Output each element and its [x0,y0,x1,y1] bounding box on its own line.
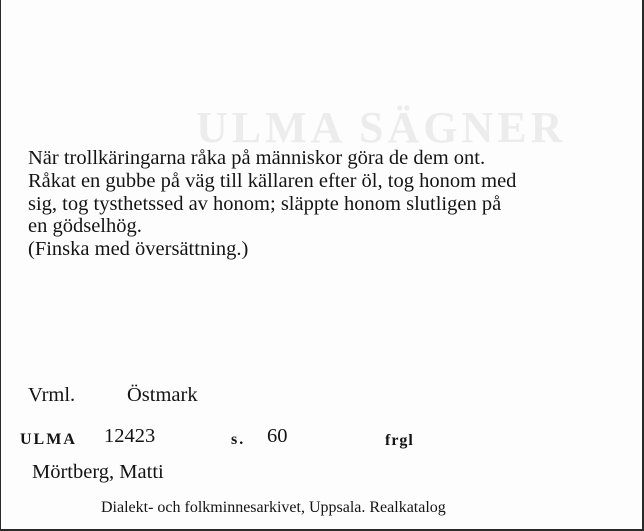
informant-name: Mörtberg, Matti [32,461,164,483]
page-number: 60 [267,425,288,447]
record-text [28,147,628,261]
record-number: 12423 [104,425,156,447]
province-label: Vrml. [28,384,76,406]
record-line: (Finska med översättning.) [28,238,249,261]
watermark-stamp: ULMA SÄGNER [196,103,567,152]
category-code: frgl [385,432,414,449]
record-line: När trollkäringarna råka på människor göra de dem ont. [28,147,486,169]
parish-label: Östmark [127,384,198,406]
record-line: sig, tog tysthetssed av honom; släppte honom slutligen på [28,192,502,215]
page-label: s. [231,431,246,448]
archive-label: ULMA [20,431,77,448]
footer-archive: Dialekt- och folkminnesarkivet, Uppsala. Realkatalog [101,499,446,516]
record-line: en gödselhög. [28,215,142,238]
record-line: Råkat en gubbe på väg till källaren efter öl, tog honom med [28,169,517,192]
